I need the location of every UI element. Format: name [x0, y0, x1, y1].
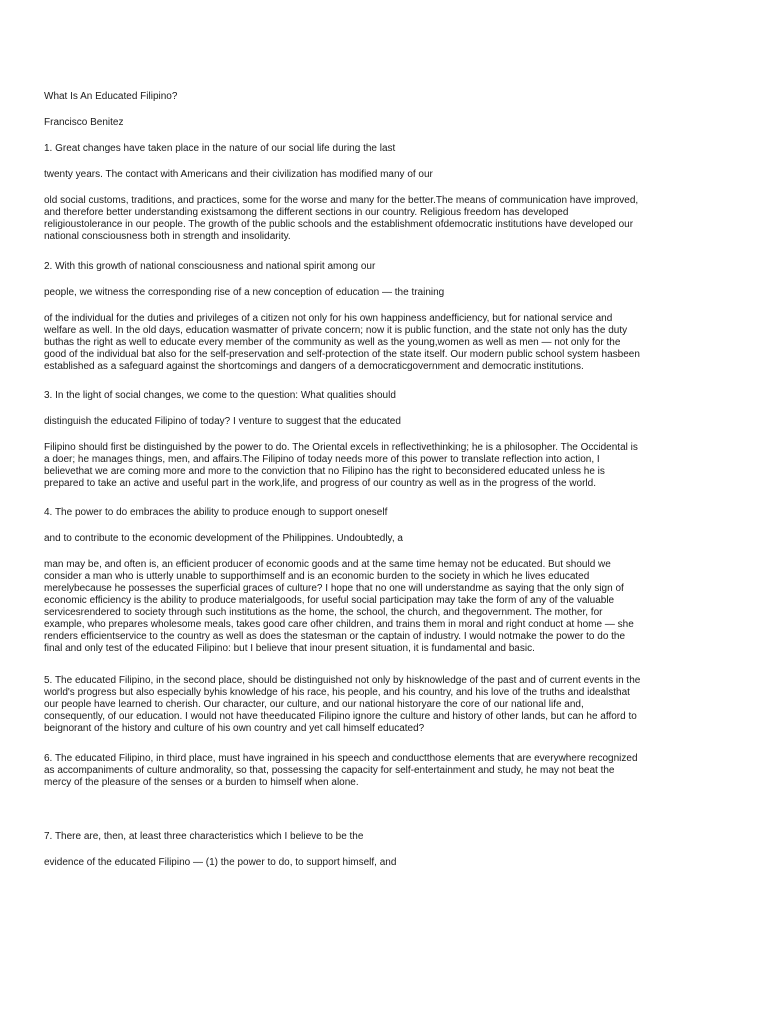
paragraph-4-line-2: and to contribute to the economic development of the Philippines. Undoubtedly, a [44, 533, 403, 544]
paragraph-3-line-2: distinguish the educated Filipino of today? I venture to suggest that the educated [44, 416, 401, 427]
paragraph-1-line-1: 1. Great changes have taken place in the nature of our social life during the last [44, 143, 396, 154]
paragraph-5-body: 5. The educated Filipino, in the second place, should be distinguished not only by hisknowledge of the past and of current events in the world's progress but also especially byhis knowledge of his race, his people, and his country, and his love of the truths and idealsthat our people have learned to cherish. Our character, our culture, and our national historyare the core of our national life and, consequently, of our education. I would not have theeducated Filipino ignore the culture and history of other lands, but can he afford to beignorant of the history and culture of his own country and yet call himself educated? [44, 675, 641, 734]
paragraph-2-line-2: people, we witness the corresponding rise of a new conception of education — the training [44, 287, 445, 298]
paragraph-3-line-1: 3. In the light of social changes, we come to the question: What qualities should [44, 390, 396, 401]
document-author: Francisco Benitez [44, 117, 124, 128]
paragraph-3-body: Filipino should first be distinguished by the power to do. The Oriental excels in reflectivethinking; he is a philosopher. The Occidental is a doer; he manages things, men, and affairs.The Filipino of today needs more of this power to translate reflection into action, I believethat we are coming more and more to the conviction that no Filipino has the right to beconsidered educated unless he is prepared to take an active and useful part in the work,life, and progress of our country as well as in the progress of the world. [44, 442, 638, 489]
paragraph-4-line-1: 4. The power to do embraces the ability to produce enough to support oneself [44, 507, 388, 518]
paragraph-6-body: 6. The educated Filipino, in third place, must have ingrained in his speech and conductthose elements that are everywhere recognized as accompaniments of culture andmorality, so that, possessing the capacity for self-entertainment and study, he may not beat the mercy of the pleasure of the senses or a burden to himself when alone. [44, 753, 638, 788]
paragraph-1-line-2: twenty years. The contact with Americans and their civilization has modified many of our [44, 169, 433, 180]
paragraph-1-body: old social customs, traditions, and practices, some for the worse and many for the better.The means of communication have improved, and therefore better understanding existsamong the different sections in our country. Religious freedom has developed religioustolerance in our people. The growth of the public schools and the establishment ofdemocratic institutions have developed our national consciousness both in strength and insolidarity. [44, 195, 639, 242]
paragraph-7-line-1: 7. There are, then, at least three characteristics which I believe to be the [44, 831, 364, 842]
paragraph-2-line-1: 2. With this growth of national consciousness and national spirit among our [44, 261, 376, 272]
paragraph-2-body: of the individual for the duties and privileges of a citizen not only for his own happiness andefficiency, but for national service and welfare as well. In the old days, education wasmatter of private concern; now it is public function, and the state not only has the duty buthas the right as well to educate every member of the community as well as the young,women as well as men — not only for the good of the individual bat also for the self-preservation and self-protection of the state itself. Our modern public school system hasbeen established as a safeguard against the shortcomings and dangers of a democraticgovernment and democratic institutions. [44, 313, 640, 372]
document-title: What Is An Educated Filipino? [44, 91, 178, 102]
paragraph-7-line-2: evidence of the educated Filipino — (1) the power to do, to support himself, and [44, 857, 397, 868]
paragraph-4-body: man may be, and often is, an efficient producer of economic goods and at the same time hemay not be educated. But should we consider a man who is utterly unable to supporthimself and is an economic burden to the society in which he lives educated merelybecause he possesses the superficial graces of culture? I hope that no one will understandme as saying that the only sign of economic efficiency is the ability to produce materialgoods, for useful social participation may take the form of any of the valuable servicesrendered to society through such institutions as the home, the school, the church, and thegovernment. The mother, for example, who prepares wholesome meals, takes good care ofher children, and trains them in moral and right conduct at home — she renders efficientservice to the country as well as does the statesman or the captain of industry. I would notmake the power to do the final and only test of the educated Filipino: but I believe that inour present situation, it is fundamental and basic. [44, 559, 634, 654]
